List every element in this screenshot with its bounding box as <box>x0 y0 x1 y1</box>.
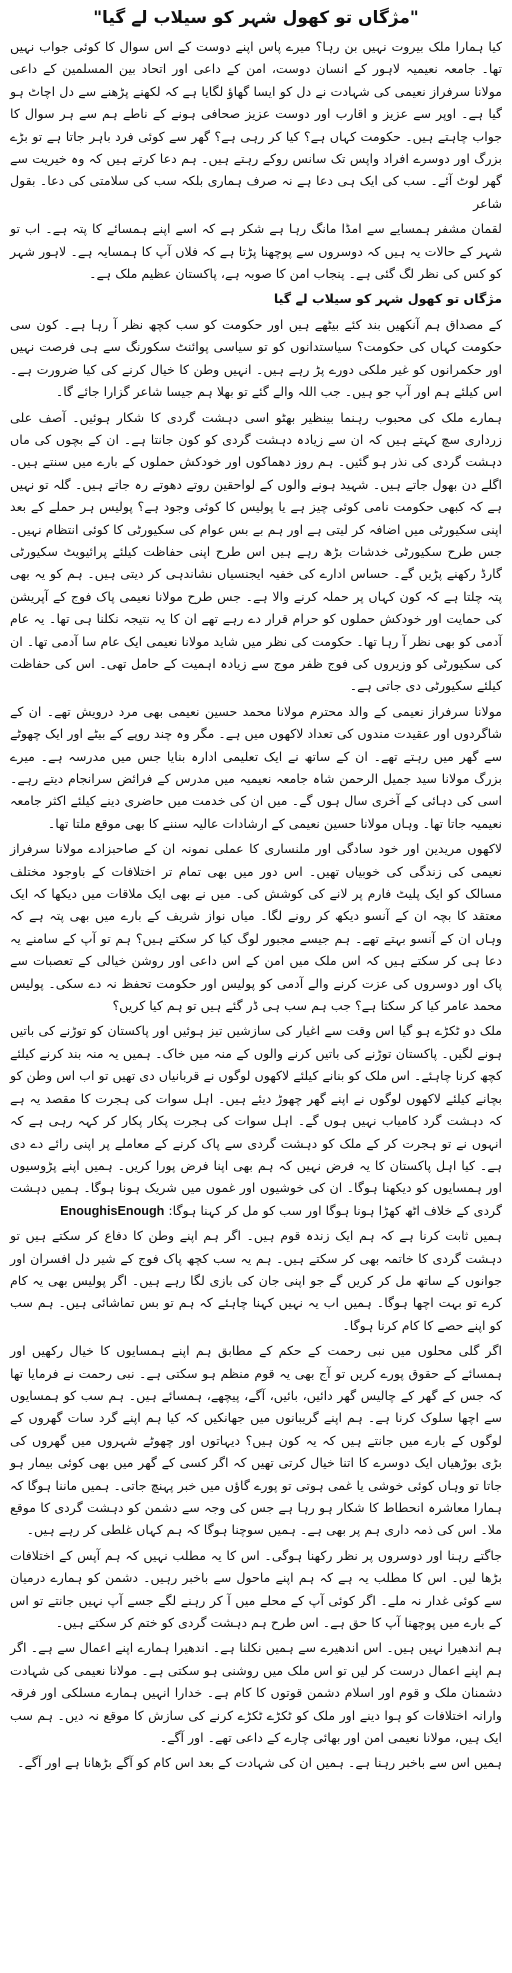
paragraph: جاگتے رہنا اور دوسروں پر نظر رکھنا ہوگی۔ اس کا یہ مطلب نہیں کہ ہم آپس کے اختلافات بڑھا لیں۔ اس کا مطلب یہ ہے کہ ہم اپنے ماحول سے باخبر رہیں۔ دشمن کو ہمارے درمیان سے کوئی غدار نہ ملے۔ اگر کوئی آپ کے محلے میں آ کر رہنے لگے جسے آپ نہیں جانتے تو اس کے بارے میں پوچھنا آپ کا حق ہے۔ اس طرح ہم دہشت گردی کو ختم کر سکتے ہیں۔ <box>10 1547 502 1631</box>
paragraph: کے مصداق ہم آنکھیں بند کئے بیٹھے ہیں اور حکومت کو سب کچھ نظر آ رہا ہے۔ کون سی حکومت کہاں کی حکومت؟ سیاستدانوں کو تو سیاسی پوائنٹ سکورنگ سے ہی فرصت نہیں اور حکمرانوں کو غیر ملکی دورے پڑ رہے ہیں۔ انہیں وطن کا خیال کرنے کی کیا ضرورت ہے۔ اس کیلئے ہم اور آپ جو ہیں۔ جب اللہ والے گئے تو بھلا ہم جیسا شاعر گزارا جائے گا۔ <box>10 316 502 400</box>
paragraph: لاکھوں مریدین اور خود سادگی اور ملنساری کا عملی نمونہ ان کے صاحبزادے مولانا سرفراز نعیمی کی زندگی کی خوبیاں تھیں۔ اس دور میں بھی تمام تر اختلافات کے باوجود مختلف مسالک کو ایک پلیٹ فارم پر لانے کی کوشش کی۔ میں نے بھی ایک ملاقات میں دیکھا کہ ایک معتقد کا بچہ ان کے آنسو دیکھ کر رونے لگا۔ میاں نواز شریف کے بارے میں بھی پتہ ہے کہ وہاں ان کے آنسو بہتے تھے۔ ہم جیسے مجبور لوگ کیا کر سکتے ہیں؟ ہم تو آپ کے سامنے یہ دعا ہی کر سکتے ہیں کہ اس ملک میں امن کے اس داعی اور روشن خیالی کے تعصبات سے پاک اور دوسروں کی عزت کرنے والے آدمی کو پولیس اور حکومت تحفظ نہ دے سکی۔ پولیس محمد عامر کیا کر سکتا ہے؟ جب ہم سب ہی ڈر گئے ہیں تو ہم کیا کریں؟ <box>10 841 502 1014</box>
paragraph: ہمارے ملک کی محبوب رہنما بینظیر بھٹو اسی دہشت گردی کا شکار ہوئیں۔ آصف علی زرداری سچ کہتے ہیں کہ ان سے زیادہ دہشت گردی کو کون جانتا ہے۔ ان کے بچوں کی ماں دہشت گردی کی نذر ہو گئیں۔ ہم روز دھماکوں اور خودکش حملوں کے بارے میں سنتے ہیں۔ اگلے دن بھول جاتے ہیں۔ شہید ہونے والوں کے لواحقین روتے دھوتے رہ جاتے ہیں۔ گلہ تو نہیں ہے کہ کبھی حکومت نامی کوئی چیز ہے یا پولیس کا کوئی وجود ہے؟ پولیس ہر حملے کے بعد اپنی سکیورٹی میں اضافہ کر لیتی ہے اور ہم بے بس عوام کی سکیورٹی کا کوئی انتظام نہیں۔ جس طرح سکیورٹی خدشات بڑھ رہے ہیں اس طرح اپنی حفاظت کیلئے پرائیویٹ سکیورٹی گارڈ رکھنے پڑیں گے۔ حساس ادارے کی خفیہ ایجنسیاں نشاندہی کر دیتی ہیں۔ ہم کو یہ بھی پتہ چلتا ہے کہ کون کہاں پر حملہ کرنے والا ہے۔ جس طرح مولانا نعیمی پاک فوج کے آپریشن کی حمایت اور خودکش حملوں کو حرام قرار دے رہے تھے ان کا یہ نتیجہ نکلنا ہی تھا۔ یہ عام آدمی کو بھی نظر آ رہا تھا۔ حکومت کی نظر میں شاید مولانا نعیمی ایک عام سا آدمی تھا۔ ان کی سکیورٹی کو وزیروں کی فوج ظفر موج سے زیادہ اہمیت کے حامل تھی۔ اس کی حفاظت کیلئے سکیورٹی دی جاتی ہے۔ <box>10 409 502 694</box>
paragraph: ہمیں اس سے باخبر رہنا ہے۔ ہمیں ان کی شہادت کے بعد اس کام کو آگے بڑھانا ہے اور آگے۔ <box>17 1755 502 1771</box>
couplet-line: مژگاں تو کھول شہر کو سیلاب لے گیا <box>273 291 502 307</box>
column-headline: "مژگاں تو کھول شہر کو سیلاب لے گیا" <box>93 8 419 28</box>
paragraph: مولانا سرفراز نعیمی کے والد محترم مولانا محمد حسین نعیمی بھی مرد درویش تھے۔ ان کے شاگردوں اور عقیدت مندوں کی تعداد لاکھوں میں ہے۔ مگر وہ چند روپے کے بیٹے اور ایک چھوٹے سے گھر میں رہتے تھے۔ ان کے ساتھ نے ایک تعلیمی ادارہ بنایا جس میں مدرسہ ہے۔ میرے بزرگ مولانا سید جمیل الرحمن شاہ جامعہ نعیمیہ میں مدرس کے فرائض سرانجام دیتے رہے۔ اسی کی دہائی کے آخری سال ہوں گے۔ میں ان کی خدمت میں حاضری دینے کیلئے اکثر جامعہ نعیمیہ جاتا تھا۔ وہاں مولانا حسین نعیمی کے ارشادات عالیہ سننے کا بھی موقع ملتا تھا۔ <box>10 703 502 831</box>
paragraph-text: ملک دو ٹکڑے ہو گیا اس وقت سے اغیار کی سازشیں تیز ہوئیں اور پاکستان کو توڑنے کی باتیں ہونے لگیں۔ پاکستان توڑنے کی باتیں کرنے والوں کے منہ میں خاک۔ ہمیں یہ منہ بند کرنے کیلئے کچھ کرنا چاہئے۔ اس ملک کو بنانے کیلئے لاکھوں لوگوں نے قربانیاں دی تھیں تو اب اس وطن کو بچانے کیلئے لاکھوں لوگوں نے اپنے گھر چھوڑ دیئے ہیں۔ اہل سوات کی ہجرت کا مقصد یہ ہے کہ دہشت گرد کامیاب نہیں ہوں گے۔ اہل سوات کی ہجرت پکار پکار کر کہہ رہی ہے کہ انہوں نے تو ہجرت کر کے ملک کو دہشت گردی سے پاک کرنے کے معاملے پر اپنی رائے دے دی ہے۔ کیا اہل پاکستان کا یہ فرض نہیں کہ ہم بھی اپنا فرض پورا کریں۔ ہمیں اپنے پڑوسیوں اور ہمسایوں کو دیکھنا ہوگا۔ ان کی خوشیوں اور غموں میں شریک ہونا ہوگا۔ ہمیں دہشت گردی کے خلاف اٹھ کھڑا ہونا ہوگا اور سب کو مل کر کہنا ہوگا: <box>10 1023 502 1218</box>
paragraph: ہم اندھیرا نہیں ہیں۔ اس اندھیرے سے ہمیں نکلنا ہے۔ اندھیرا ہمارے اپنے اعمال سے ہے۔ اگر ہم اپنے اعمال درست کر لیں تو اس ملک میں روشنی ہو سکتی ہے۔ مولانا نعیمی کی شہادت دشمنان ملک و قوم اور اسلام دشمن قوتوں کا کام ہے۔ خدارا انہیں ہمارے مسلکی اور فرقہ وارانہ اختلافات کو ہوا دینے اور ملک کو ٹکڑے ٹکڑے کرنے کی سازش کا موقع نہ دیں۔ ہم سب ایک ہیں، مولانا نعیمی امن اور بھائی چارے کے داعی تھے۔ اور آگے۔ <box>10 1640 502 1746</box>
paragraph: اگر گلی محلوں میں نبی رحمت کے حکم کے مطابق ہم اپنے ہمسایوں کا خیال رکھیں اور ہمسائے کے حقوق پورے کریں تو آج بھی یہ قوم منظم ہو سکتی ہے۔ نبی رحمت نے فرمایا تھا کہ جس کے گھر کے چالیس گھر دائیں، بائیں، آگے، پیچھے، ہمسائے ہیں۔ ہم سب کو ہمسایوں سے اچھا سلوک کرنا ہے۔ ہم اپنے گریبانوں میں جھانکیں کہ کیا ہم اپنے گرد سات گھروں کے لوگوں کے بارے میں جانتے ہیں کہ یہ کون ہیں؟ دیہاتوں اور چھوٹے شہروں میں گھروں کی بڑی بوڑھیاں ایک دوسرے کا اتنا خیال کرتی تھیں کہ اگر کسی کے گھر میں بھی کوئی بیمار ہو جاتا تو وہاں کوئی خوشی یا غمی ہوتی تو پورے گاؤں میں خبر پہنچ جاتی۔ ہمیں ماننا ہوگا کہ ہمارا معاشرہ انحطاط کا شکار ہو رہا ہے جس کی وجہ سے دشمن کو دہشت گردی کا موقع ملا۔ اس کی ذمہ داری ہم پر بھی ہے۔ ہمیں سوچنا ہوگا کہ ہم کہاں غلطی کر رہے ہیں۔ <box>10 1343 502 1538</box>
paragraph: ہمیں ثابت کرنا ہے کہ ہم ایک زندہ قوم ہیں۔ اگر ہم اپنے وطن کا دفاع کر سکتے ہیں تو دہشت گردی کا خاتمہ بھی کر سکتے ہیں۔ ہم یہ سب کچھ پاک فوج کے شیر دل افسران اور جوانوں کے ساتھ مل کر کریں گے جو اپنی جان کی بازی لگا رہے ہیں۔ اگر پولیس بھی یہ کام کرے تو بہت اچھا ہوگا۔ ہمیں اب یہ نہیں کہنا چاہئے کہ ہم تو بس تماشائی ہیں۔ ہم سب کو اپنے حصے کا کام کرنا ہوگا۔ <box>10 1228 502 1333</box>
paragraph <box>10 1020 502 1222</box>
slogan-text: EnoughisEnough <box>60 1203 165 1218</box>
paragraph: لقمان مشفر ہمسایے سے امڈا مانگ رہا ہے شکر ہے کہ اسے اپنے ہمسائے کا پتہ ہے۔ اب تو شہر کے حالات یہ ہیں کہ دوسروں سے پوچھنا پڑتا ہے کہ فلاں آپ کا ہمسایہ ہے۔ لاہور شہر کو کس کی نظر لگ گئی ہے۔ پنجاب امن کا صوبہ ہے، پاکستان عظیم ملک ہے۔ <box>10 221 502 282</box>
paragraph: کیا ہمارا ملک بیروت نہیں بن رہا؟ میرے پاس اپنے دوست کے اس سوال کا کوئی جواب نہیں تھا۔ جامعہ نعیمیہ لاہور کے انسان دوست، امن کے داعی اور اتحاد بین المسلمین کے داعی مولانا سرفراز نعیمی کی شہادت نے دل کو ایسا گھاؤ لگایا ہے کہ لکھنے پڑھنے سے دل اچاٹ ہو گیا ہے۔ اوپر سے عزیز و اقارب اور دوست عزیز صحافی ہونے کے ناطے ہم سے ہر سوال کا جواب چاہتے ہیں۔ حکومت کہاں ہے؟ کیا کر رہی ہے؟ گھر سے کوئی فرد باہر جاتا ہے تو بڑے بزرگ اور دوسرے افراد واپس تک سانس روکے رہتے ہیں۔ ہم دعا کرتے ہیں کہ وہ خیریت سے گھر لوٹ آئے۔ سب کی ایک ہی دعا ہے نہ صرف ہماری بلکہ سب کی سلامتی کی دعا۔ بقول شاعر <box>10 39 502 211</box>
column-article <box>10 36 502 1775</box>
